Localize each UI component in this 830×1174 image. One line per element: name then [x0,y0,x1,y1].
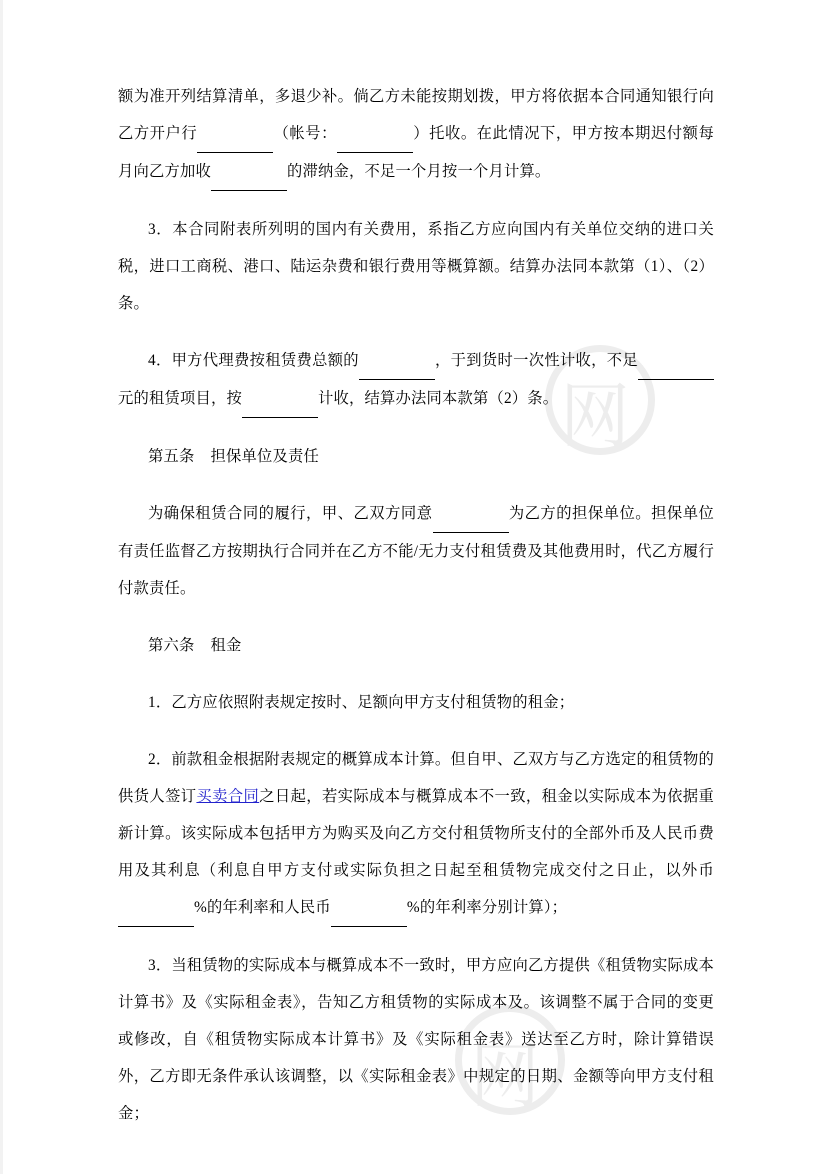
paragraph-gap [118,721,714,741]
text-run: 第五条 [148,448,195,465]
paragraph-gap [118,664,714,684]
inline-link[interactable]: 买卖合同 [196,788,260,805]
p-item-4 [118,342,714,418]
text-run: 的滞纳金，不足一个月按一个月计算。 [286,163,551,180]
blank-fill-field[interactable] [337,115,413,153]
text-run: 3．本合同附表所列明的国内有关费用，系指乙方应向国内有关单位交纳的进口关税，进口工商税、港口、陆运杂费和银行费用等概算额。结算办法同本款第（1）、（2）条。 [118,221,714,312]
text-run: 2．前款租金根据附表规定的概算成本计算。但自甲、乙双方与乙方选定的租赁物的供货人签订 [118,751,714,805]
paragraph-list [118,78,714,1152]
text-run: 1．乙方应依照附表规定按时、足额向甲方支付租赁物的租金； [148,694,575,711]
watermark-character-2: 网 [470,1039,544,1116]
p-settlement-continued [118,78,714,191]
text-run: 额为准开列结算清单，多退少补。倘乙方未能按期划拨，甲方将依据本合同通知银行向乙方开户行 [118,88,714,142]
page-left-edge [0,0,3,1174]
text-run: 租金 [210,637,242,654]
text-run: %的年利率和人民币 [194,899,331,916]
text-run: 元的租赁项目，按 [118,390,242,407]
paragraph-gap [118,418,714,438]
text-run: ，于到货时一次性计收，不足 [434,352,638,369]
text-run: 4．甲方代理费按租赁费总额的 [148,352,359,369]
text-run: 第六条 [148,637,195,654]
paragraph-gap [118,1132,714,1152]
text-run: （帐号： [273,125,337,142]
text-run: 计收，结算办法同本款第（2）条。 [317,390,559,407]
p-rent-2 [118,741,714,927]
p-rent-3 [118,947,714,1132]
paragraph-gap [118,607,714,627]
blank-fill-field[interactable] [211,153,287,191]
text-run: 为确保租赁合同的履行，甲、乙双方同意 [148,505,433,522]
text-run: ）托收。在此情况下，甲方按本期迟付额每月向乙方加收 [118,125,714,180]
document-body [118,78,714,1152]
watermark-character: 网 [560,379,634,456]
blank-fill-field[interactable] [118,889,194,927]
blank-fill-field[interactable] [197,115,273,153]
text-run: 担保单位及责任 [210,448,319,465]
text-run: 3．当租赁物的实际成本与概算成本不一致时，甲方应向乙方提供《租赁物实际成本计算书》及《实际租金表》，告知乙方租赁物的实际成本及。该调整不属于合同的变更或修改，自《租赁物实际成本计算书》及《实际租金表》送达至乙方时，除计算错误外，乙方即无条件承认该调整，以《实际租金表》中规定的日期、金额等向甲方支付租金； [118,957,714,1122]
blank-fill-field[interactable] [433,495,509,533]
blank-fill-field[interactable] [331,889,407,927]
p-article-5-body [118,495,714,607]
paragraph-gap [118,927,714,947]
blank-fill-field[interactable] [638,342,714,380]
p-article-5-title [118,438,714,475]
p-item-3 [118,211,714,322]
text-run: %的年利率分别计算）； [406,899,568,916]
p-rent-1 [118,684,714,721]
paragraph-gap [118,322,714,342]
blank-fill-field[interactable] [242,380,318,418]
text-run: 之日起，若实际成本与概算成本不一致，租金以实际成本为依据重新计算。该实际成本包括甲方为购买及向乙方交付租赁物所支付的全部外币及人民币费用及其利息（利息自甲方支付或实际负担之日起至租赁物完成交付之日止，以外币 [118,788,714,879]
paragraph-gap [118,191,714,211]
p-article-6-title [118,627,714,664]
paragraph-gap [118,475,714,495]
text-run: 为乙方的担保单位。担保单位有责任监督乙方按期执行合同并在乙方不能/无力支付租赁费及其他费用时，代乙方履行付款责任。 [118,505,714,597]
blank-fill-field[interactable] [359,342,435,380]
